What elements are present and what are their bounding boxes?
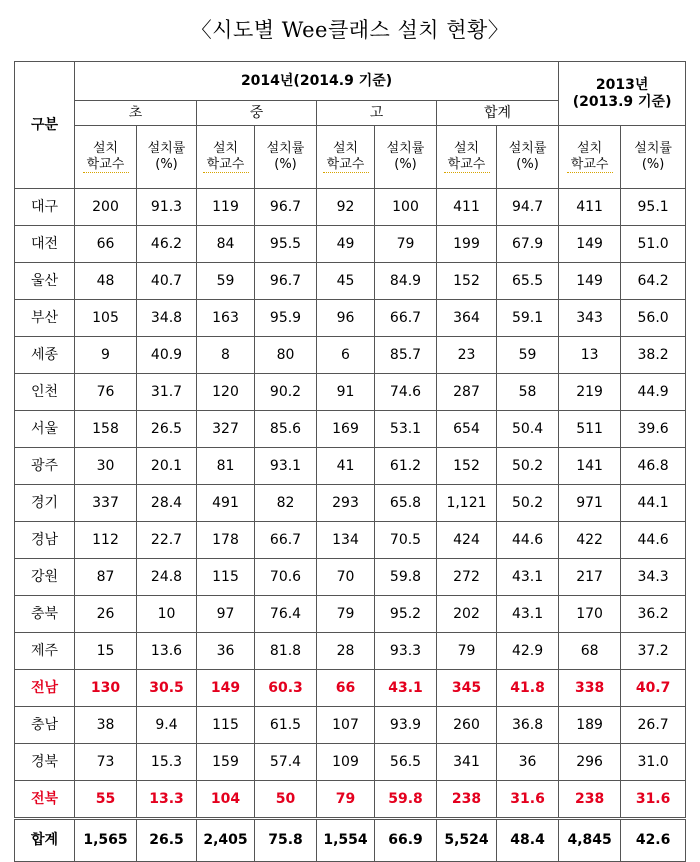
header-level-middle: 중 [197, 101, 317, 126]
install-rate-cell: 44.9 [621, 374, 686, 411]
install-rate-cell: 70.6 [255, 559, 317, 596]
header-school-count: 설치 학교수 [559, 126, 621, 189]
install-rate-cell: 36.8 [497, 707, 559, 744]
school-count-cell: 199 [437, 226, 497, 263]
table-row [15, 226, 686, 263]
install-rate-cell: 48.4 [497, 819, 559, 862]
school-count-cell: 26 [75, 596, 137, 633]
install-rate-cell: 15.3 [137, 744, 197, 781]
install-rate-cell: 46.2 [137, 226, 197, 263]
school-count-cell: 1,554 [317, 819, 375, 862]
install-rate-cell: 90.2 [255, 374, 317, 411]
school-count-cell: 68 [559, 633, 621, 670]
install-rate-cell: 50.2 [497, 448, 559, 485]
header-school-count: 설치 학교수 [317, 126, 375, 189]
header-school-count: 설치 학교수 [197, 126, 255, 189]
install-rate-cell: 43.1 [497, 596, 559, 633]
install-rate-cell: 100 [375, 189, 437, 226]
school-count-cell: 92 [317, 189, 375, 226]
school-count-cell: 79 [317, 596, 375, 633]
install-rate-cell: 80 [255, 337, 317, 374]
header-install-rate: 설치률 (%) [255, 126, 317, 189]
school-count-cell: 30 [75, 448, 137, 485]
header-school-count: 설치 학교수 [437, 126, 497, 189]
install-rate-cell: 66.7 [255, 522, 317, 559]
install-rate-cell: 59.8 [375, 559, 437, 596]
header-region: 구분 [15, 62, 75, 189]
school-count-cell: 28 [317, 633, 375, 670]
install-rate-cell: 10 [137, 596, 197, 633]
install-rate-cell: 96.7 [255, 263, 317, 300]
school-count-cell: 511 [559, 411, 621, 448]
install-rate-cell: 66.7 [375, 300, 437, 337]
school-count-cell: 120 [197, 374, 255, 411]
header-install-rate: 설치률 (%) [375, 126, 437, 189]
school-count-cell: 107 [317, 707, 375, 744]
school-count-cell: 87 [75, 559, 137, 596]
table-row [15, 670, 686, 707]
school-count-cell: 422 [559, 522, 621, 559]
school-count-cell: 341 [437, 744, 497, 781]
school-count-cell: 36 [197, 633, 255, 670]
region-name: 제주 [15, 633, 75, 670]
install-rate-cell: 40.7 [137, 263, 197, 300]
install-rate-cell: 44.6 [621, 522, 686, 559]
total-row [15, 819, 686, 862]
school-count-cell: 338 [559, 670, 621, 707]
install-rate-cell: 31.6 [497, 781, 559, 819]
school-count-cell: 84 [197, 226, 255, 263]
school-count-cell: 119 [197, 189, 255, 226]
region-name: 울산 [15, 263, 75, 300]
install-rate-cell: 22.7 [137, 522, 197, 559]
school-count-cell: 41 [317, 448, 375, 485]
install-rate-cell: 9.4 [137, 707, 197, 744]
install-rate-cell: 31.7 [137, 374, 197, 411]
school-count-cell: 411 [437, 189, 497, 226]
install-rate-cell: 64.2 [621, 263, 686, 300]
install-rate-cell: 44.6 [497, 522, 559, 559]
header-year-2013 [559, 62, 686, 126]
school-count-cell: 152 [437, 448, 497, 485]
install-rate-cell: 67.9 [497, 226, 559, 263]
school-count-cell: 105 [75, 300, 137, 337]
header-level-high: 고 [317, 101, 437, 126]
install-rate-cell: 43.1 [497, 559, 559, 596]
school-count-cell: 219 [559, 374, 621, 411]
school-count-cell: 272 [437, 559, 497, 596]
install-rate-cell: 65.8 [375, 485, 437, 522]
school-count-cell: 66 [75, 226, 137, 263]
table-row [15, 596, 686, 633]
install-rate-cell: 79 [375, 226, 437, 263]
school-count-cell: 2,405 [197, 819, 255, 862]
school-count-cell: 296 [559, 744, 621, 781]
region-name: 대전 [15, 226, 75, 263]
install-rate-cell: 93.9 [375, 707, 437, 744]
school-count-cell: 45 [317, 263, 375, 300]
school-count-cell: 260 [437, 707, 497, 744]
install-rate-cell: 34.3 [621, 559, 686, 596]
install-rate-cell: 91.3 [137, 189, 197, 226]
school-count-cell: 200 [75, 189, 137, 226]
install-rate-cell: 28.4 [137, 485, 197, 522]
school-count-cell: 97 [197, 596, 255, 633]
header-year-2014: 2014년(2014.9 기준) [75, 62, 559, 101]
school-count-cell: 55 [75, 781, 137, 819]
header-install-rate: 설치률 (%) [497, 126, 559, 189]
school-count-cell: 79 [437, 633, 497, 670]
school-count-cell: 76 [75, 374, 137, 411]
table-row [15, 781, 686, 819]
school-count-cell: 654 [437, 411, 497, 448]
school-count-cell: 149 [559, 263, 621, 300]
install-rate-cell: 93.3 [375, 633, 437, 670]
install-rate-cell: 59.1 [497, 300, 559, 337]
table-row [15, 263, 686, 300]
header-year-2013-basis: (2013.9 기준) [572, 93, 672, 110]
table-row [15, 448, 686, 485]
install-rate-cell: 20.1 [137, 448, 197, 485]
install-rate-cell: 94.7 [497, 189, 559, 226]
school-count-cell: 971 [559, 485, 621, 522]
table-row [15, 707, 686, 744]
install-rate-cell: 61.2 [375, 448, 437, 485]
install-rate-cell: 44.1 [621, 485, 686, 522]
school-count-cell: 23 [437, 337, 497, 374]
header-level-elementary: 초 [75, 101, 197, 126]
install-rate-cell: 95.1 [621, 189, 686, 226]
school-count-cell: 115 [197, 707, 255, 744]
install-rate-cell: 31.6 [621, 781, 686, 819]
school-count-cell: 48 [75, 263, 137, 300]
header-install-rate: 설치률 (%) [621, 126, 686, 189]
table-row [15, 300, 686, 337]
school-count-cell: 189 [559, 707, 621, 744]
school-count-cell: 115 [197, 559, 255, 596]
install-rate-cell: 46.8 [621, 448, 686, 485]
install-rate-cell: 95.2 [375, 596, 437, 633]
install-rate-cell: 13.3 [137, 781, 197, 819]
school-count-cell: 112 [75, 522, 137, 559]
school-count-cell: 134 [317, 522, 375, 559]
install-rate-cell: 26.5 [137, 411, 197, 448]
region-name: 충남 [15, 707, 75, 744]
school-count-cell: 364 [437, 300, 497, 337]
school-count-cell: 1,121 [437, 485, 497, 522]
school-count-cell: 149 [197, 670, 255, 707]
school-count-cell: 15 [75, 633, 137, 670]
table-row [15, 189, 686, 226]
install-rate-cell: 75.8 [255, 819, 317, 862]
region-name: 경북 [15, 744, 75, 781]
install-rate-cell: 53.1 [375, 411, 437, 448]
table-row [15, 522, 686, 559]
school-count-cell: 9 [75, 337, 137, 374]
table-row [15, 374, 686, 411]
region-name: 세종 [15, 337, 75, 374]
school-count-cell: 424 [437, 522, 497, 559]
school-count-cell: 130 [75, 670, 137, 707]
install-rate-cell: 66.9 [375, 819, 437, 862]
table-row [15, 337, 686, 374]
install-rate-cell: 82 [255, 485, 317, 522]
school-count-cell: 6 [317, 337, 375, 374]
school-count-cell: 5,524 [437, 819, 497, 862]
install-rate-cell: 84.9 [375, 263, 437, 300]
region-name: 충북 [15, 596, 75, 633]
install-rate-cell: 93.1 [255, 448, 317, 485]
school-count-cell: 152 [437, 263, 497, 300]
install-rate-cell: 61.5 [255, 707, 317, 744]
install-rate-cell: 51.0 [621, 226, 686, 263]
school-count-cell: 238 [437, 781, 497, 819]
school-count-cell: 202 [437, 596, 497, 633]
school-count-cell: 158 [75, 411, 137, 448]
school-count-cell: 411 [559, 189, 621, 226]
region-name: 인천 [15, 374, 75, 411]
install-rate-cell: 50.4 [497, 411, 559, 448]
install-rate-cell: 43.1 [375, 670, 437, 707]
install-rate-cell: 85.7 [375, 337, 437, 374]
school-count-cell: 96 [317, 300, 375, 337]
region-name: 전남 [15, 670, 75, 707]
school-count-cell: 217 [559, 559, 621, 596]
table-row [15, 633, 686, 670]
install-rate-cell: 26.5 [137, 819, 197, 862]
install-rate-cell: 36 [497, 744, 559, 781]
install-rate-cell: 95.5 [255, 226, 317, 263]
school-count-cell: 79 [317, 781, 375, 819]
install-rate-cell: 42.9 [497, 633, 559, 670]
region-name: 광주 [15, 448, 75, 485]
region-name: 강원 [15, 559, 75, 596]
install-rate-cell: 42.6 [621, 819, 686, 862]
school-count-cell: 91 [317, 374, 375, 411]
school-count-cell: 66 [317, 670, 375, 707]
install-rate-cell: 41.8 [497, 670, 559, 707]
install-rate-cell: 85.6 [255, 411, 317, 448]
school-count-cell: 141 [559, 448, 621, 485]
school-count-cell: 159 [197, 744, 255, 781]
school-count-cell: 104 [197, 781, 255, 819]
install-rate-cell: 38.2 [621, 337, 686, 374]
school-count-cell: 109 [317, 744, 375, 781]
school-count-cell: 38 [75, 707, 137, 744]
install-rate-cell: 59 [497, 337, 559, 374]
school-count-cell: 163 [197, 300, 255, 337]
school-count-cell: 73 [75, 744, 137, 781]
install-rate-cell: 37.2 [621, 633, 686, 670]
region-name: 경기 [15, 485, 75, 522]
install-rate-cell: 39.6 [621, 411, 686, 448]
school-count-cell: 178 [197, 522, 255, 559]
region-name: 전북 [15, 781, 75, 819]
install-rate-cell: 26.7 [621, 707, 686, 744]
install-rate-cell: 59.8 [375, 781, 437, 819]
header-year-2013-label: 2013년 [595, 76, 649, 93]
table-row [15, 411, 686, 448]
school-count-cell: 287 [437, 374, 497, 411]
install-rate-cell: 60.3 [255, 670, 317, 707]
school-count-cell: 1,565 [75, 819, 137, 862]
install-rate-cell: 70.5 [375, 522, 437, 559]
install-rate-cell: 81.8 [255, 633, 317, 670]
school-count-cell: 49 [317, 226, 375, 263]
install-rate-cell: 76.4 [255, 596, 317, 633]
header-school-count: 설치 학교수 [75, 126, 137, 189]
table-row [15, 485, 686, 522]
table-row [15, 744, 686, 781]
region-name: 부산 [15, 300, 75, 337]
install-rate-cell: 56.5 [375, 744, 437, 781]
header-level-total: 합계 [437, 101, 559, 126]
school-count-cell: 81 [197, 448, 255, 485]
school-count-cell: 8 [197, 337, 255, 374]
install-rate-cell: 96.7 [255, 189, 317, 226]
school-count-cell: 149 [559, 226, 621, 263]
school-count-cell: 170 [559, 596, 621, 633]
school-count-cell: 70 [317, 559, 375, 596]
header-install-rate: 설치률 (%) [137, 126, 197, 189]
region-name: 합계 [15, 819, 75, 862]
school-count-cell: 238 [559, 781, 621, 819]
install-rate-cell: 34.8 [137, 300, 197, 337]
school-count-cell: 13 [559, 337, 621, 374]
page-title: 〈시도별 Wee클래스 설치 현황〉 [190, 18, 510, 42]
region-name: 경남 [15, 522, 75, 559]
install-rate-cell: 30.5 [137, 670, 197, 707]
install-rate-cell: 40.9 [137, 337, 197, 374]
school-count-cell: 337 [75, 485, 137, 522]
install-rate-cell: 31.0 [621, 744, 686, 781]
school-count-cell: 59 [197, 263, 255, 300]
school-count-cell: 491 [197, 485, 255, 522]
school-count-cell: 345 [437, 670, 497, 707]
install-rate-cell: 36.2 [621, 596, 686, 633]
installation-status-table [14, 61, 686, 862]
table-row [15, 559, 686, 596]
region-name: 서울 [15, 411, 75, 448]
school-count-cell: 4,845 [559, 819, 621, 862]
install-rate-cell: 65.5 [497, 263, 559, 300]
school-count-cell: 343 [559, 300, 621, 337]
install-rate-cell: 40.7 [621, 670, 686, 707]
school-count-cell: 327 [197, 411, 255, 448]
region-name: 대구 [15, 189, 75, 226]
install-rate-cell: 95.9 [255, 300, 317, 337]
install-rate-cell: 57.4 [255, 744, 317, 781]
install-rate-cell: 74.6 [375, 374, 437, 411]
install-rate-cell: 13.6 [137, 633, 197, 670]
install-rate-cell: 50.2 [497, 485, 559, 522]
install-rate-cell: 24.8 [137, 559, 197, 596]
school-count-cell: 293 [317, 485, 375, 522]
install-rate-cell: 58 [497, 374, 559, 411]
install-rate-cell: 50 [255, 781, 317, 819]
install-rate-cell: 56.0 [621, 300, 686, 337]
school-count-cell: 169 [317, 411, 375, 448]
